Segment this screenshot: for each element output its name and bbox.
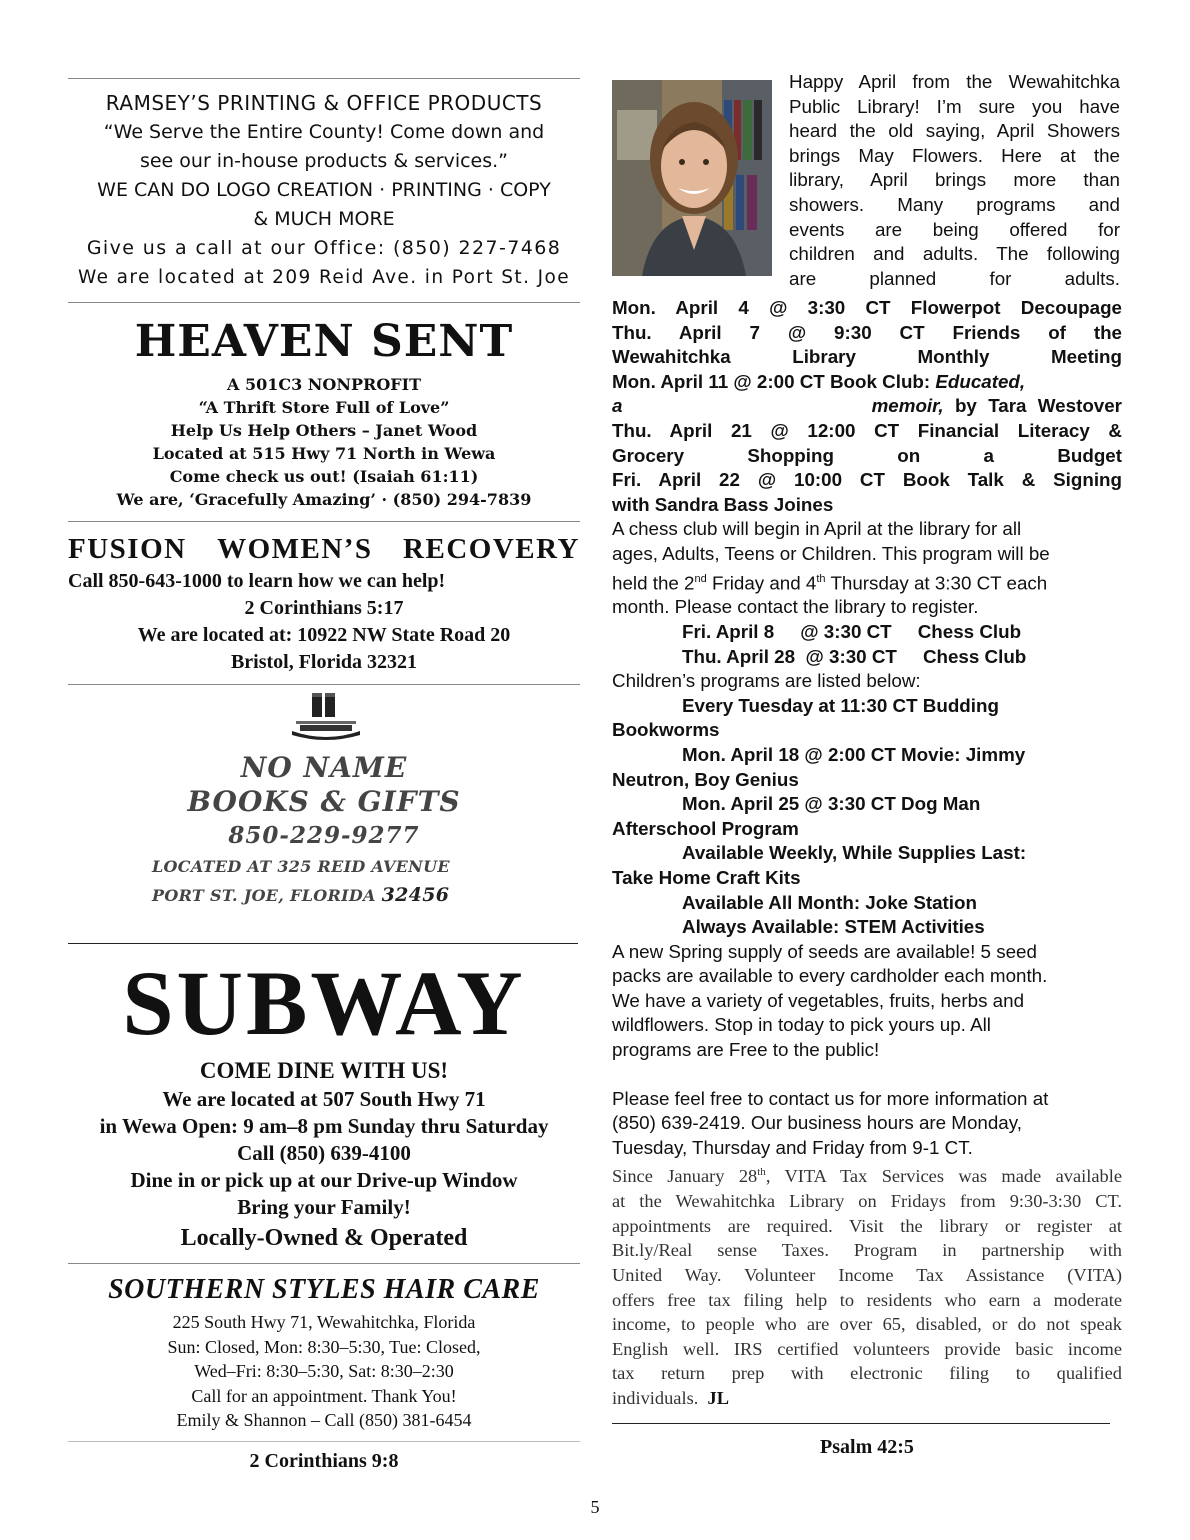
- vita-line: offers free tax filing help to residents who earn a moderate: [612, 1289, 1122, 1310]
- seeds-line: programs are Free to the public!: [612, 1039, 880, 1061]
- southern-styles-ad: [68, 1264, 580, 1433]
- chess-club: [612, 517, 1122, 669]
- contact-line: Tuesday, Thursday and Friday from 9-1 CT.: [612, 1136, 973, 1158]
- vita-line: English well. IRS certified volunteers provide basic income: [612, 1338, 1122, 1359]
- library-intro: [612, 70, 1122, 296]
- left-footer-verse: 2 Corinthians 9:8: [249, 1449, 399, 1472]
- seeds-line: wildflowers. Stop in today to pick yours up. All: [612, 1014, 991, 1036]
- intro-line: brings May Flowers. Here at the: [789, 144, 1120, 166]
- intro-line: showers. Many programs and: [789, 193, 1120, 215]
- chess-sup: nd: [694, 572, 707, 585]
- children-item-rest: Take Home Craft Kits: [612, 866, 801, 888]
- vita-line: [612, 1386, 1122, 1411]
- children-heading: Children’s programs are listed below:: [612, 670, 921, 692]
- ramsey-line: “We Serve the Entire County! Come down and: [103, 121, 545, 143]
- heaven-sent-ad: [68, 303, 580, 511]
- chess-text: Thursday at 3:30 CT each: [825, 571, 1048, 593]
- southern-line: Wed–Fri: 8:30–5:30, Sat: 8:30–2:30: [194, 1361, 454, 1382]
- ramsey-line: & MUCH MORE: [253, 208, 395, 230]
- vita-line: [612, 1160, 1122, 1189]
- fusion-line: 2 Corinthians 5:17: [244, 597, 404, 619]
- no-name-city: [152, 884, 449, 906]
- children-item-rest: Neutron, Boy Genius: [612, 768, 799, 790]
- seeds-line: We have a variety of vegetables, fruits, herbs and: [612, 989, 1025, 1011]
- ramsey-line: WE CAN DO LOGO CREATION · PRINTING · COPY: [97, 179, 551, 201]
- no-name-subtitle: BOOKS & GIFTS: [187, 785, 461, 818]
- adult-programs: [612, 296, 1122, 517]
- children-programs: [612, 669, 1122, 940]
- children-item-first: Available Weekly, While Supplies Last:: [682, 842, 1027, 864]
- fusion-title: [68, 530, 580, 568]
- ramsey-line: see our in-house products & services.”: [139, 150, 509, 172]
- children-item-first: Mon. April 18 @ 2:00 CT Movie: Jimmy: [682, 743, 1026, 765]
- vita-paragraph: [612, 1160, 1122, 1410]
- vita-sup: th: [757, 1166, 766, 1179]
- program-line: Fri. April 22 @ 10:00 CT Book Talk & Signing: [612, 469, 1122, 491]
- contact-paragraph: [612, 1087, 1122, 1161]
- seeds-line: A new Spring supply of seeds are available! 5 seed: [612, 940, 1037, 962]
- chess-line: [612, 567, 1122, 596]
- heaven-line: We are, ‘Gracefully Amazing’ · (850) 294-7839: [116, 490, 532, 509]
- heaven-line: A 501C3 NONPROFIT: [226, 375, 422, 394]
- intro-line: library, April brings more than: [789, 169, 1120, 191]
- subway-title: SUBWAY: [122, 952, 526, 1054]
- children-item-rest: Afterschool Program: [612, 817, 799, 839]
- books-icon: [286, 693, 366, 743]
- librarian-photo: [612, 80, 772, 276]
- book-club-text: Mon. April 11 @ 2:00 CT Book Club:: [612, 370, 936, 392]
- subway-ad: [68, 944, 580, 1255]
- children-item-first: Mon. April 25 @ 3:30 CT Dog Man: [682, 793, 981, 815]
- intro-line: children and adults. The following: [789, 243, 1120, 265]
- vita-line: Bit.ly/Real sense Taxes. Program in partnership with: [612, 1240, 1122, 1261]
- heaven-sent-title: HEAVEN SENT: [134, 316, 514, 367]
- no-name-books-ad: [68, 685, 580, 943]
- chess-line: ages, Adults, Teens or Children. This program will be: [612, 542, 1050, 564]
- intro-text: [789, 70, 1120, 291]
- contact-line: Please feel free to contact us for more information at: [612, 1087, 1049, 1109]
- book-club-line: [612, 370, 1122, 395]
- vita-line: United Way. Volunteer Income Tax Assistance (VITA): [612, 1264, 1122, 1285]
- right-footer-verse: Psalm 42:5: [820, 1435, 914, 1458]
- program-line: with Sandra Bass Joines: [612, 493, 834, 515]
- no-name-address: LOCATED AT 325 REID AVENUE: [152, 857, 450, 876]
- subway-tagline: Locally-Owned & Operated: [180, 1225, 468, 1251]
- vita-text: , VITA Tax Services was made available: [765, 1166, 1122, 1187]
- seeds-paragraph: [612, 940, 1122, 1063]
- ramsey-address: We are located at 209 Reid Ave. in Port St. Joe: [77, 267, 570, 288]
- vita-text: Since January 28: [612, 1166, 758, 1187]
- fusion-title-word: RECOVERY: [403, 533, 580, 565]
- program-line: Thu. April 7 @ 9:30 CT Friends of the: [612, 321, 1122, 343]
- intro-line: heard the old saying, April Showers: [789, 120, 1120, 142]
- subway-line: Dine in or pick up at our Drive-up Window: [130, 1168, 518, 1192]
- fusion-line: Bristol, Florida 32321: [230, 651, 418, 673]
- chess-event: Thu. April 28 @ 3:30 CT Chess Club: [682, 645, 1027, 667]
- chess-text: held the 2: [612, 571, 695, 593]
- vita-line: tax return prep with electronic filing to qualified: [612, 1363, 1122, 1384]
- heaven-line: Help Us Help Others – Janet Wood: [170, 421, 478, 440]
- intro-line: Happy April from the Wewahitchka: [789, 71, 1120, 92]
- contact-line: (850) 639-2419. Our business hours are Monday,: [612, 1112, 1022, 1134]
- southern-line: Sun: Closed, Mon: 8:30–5:30, Tue: Closed,: [167, 1336, 481, 1357]
- book-club-author: by Tara Westover: [943, 395, 1122, 417]
- vita-line: at the Wewahitchka Library on Fridays from 9:30-3:30 CT.: [612, 1191, 1122, 1212]
- chess-text: Friday and 4: [706, 571, 817, 593]
- author-signature: JL: [707, 1387, 730, 1408]
- heaven-line: “A Thrift Store Full of Love”: [198, 398, 450, 417]
- fusion-line: Call 850-643-1000 to learn how we can help!: [68, 570, 446, 592]
- heaven-line: Located at 515 Hwy 71 North in Wewa: [152, 444, 496, 463]
- program-line: Mon. April 4 @ 3:30 CT Flowerpot Decoupage: [612, 297, 1122, 318]
- vita-line: income, to people who are over 65, disabled, or do not speak: [612, 1314, 1122, 1335]
- children-item: Available All Month: Joke Station: [682, 891, 977, 913]
- book-club-title: Educated,: [935, 370, 1026, 392]
- seeds-line: packs are available to every cardholder each month.: [612, 965, 1048, 987]
- no-name-zip: 32456: [381, 884, 450, 906]
- no-name-phone: 850-229-9277: [228, 822, 420, 849]
- fusion-title-word: FUSION: [68, 533, 187, 565]
- program-line: Thu. April 21 @ 12:00 CT Financial Literacy &: [612, 419, 1122, 441]
- southern-styles-title: SOUTHERN STYLES HAIR CARE: [108, 1274, 540, 1305]
- subway-line: in Wewa Open: 9 am–8 pm Sunday thru Saturday: [99, 1114, 549, 1138]
- ramsey-title: RAMSEY’S PRINTING & OFFICE PRODUCTS: [105, 91, 543, 115]
- vita-text: individuals.: [612, 1387, 699, 1408]
- intro-line: Public Library! I’m sure you have: [789, 95, 1120, 117]
- chess-line: A chess club will begin in April at the library for all: [612, 518, 1022, 540]
- heaven-line: Come check us out! (Isaiah 61:11): [169, 467, 479, 486]
- library-article: [612, 70, 1122, 1459]
- fusion-ad: [68, 522, 580, 676]
- southern-line: 225 South Hwy 71, Wewahitchka, Florida: [172, 1312, 476, 1332]
- book-club-title-a: a: [612, 395, 623, 417]
- left-column: [68, 78, 580, 1473]
- no-name-title: NO NAME: [240, 751, 408, 784]
- intro-line: are planned for adults.: [789, 267, 1120, 289]
- ramsey-ad: [68, 79, 580, 292]
- fusion-line: We are located at: 10922 NW State Road 20: [137, 624, 511, 646]
- chess-event: Fri. April 8 @ 3:30 CT Chess Club: [682, 620, 1022, 642]
- program-line: Grocery Shopping on a Budget: [612, 444, 1122, 466]
- subway-line: We are located at 507 South Hwy 71: [162, 1087, 486, 1111]
- children-item-rest: Bookworms: [612, 719, 720, 741]
- subway-line: COME DINE WITH US!: [199, 1058, 449, 1083]
- program-line: Wewahitchka Library Monthly Meeting: [612, 346, 1122, 368]
- page-number: 5: [590, 1497, 600, 1517]
- children-item: Always Available: STEM Activities: [682, 916, 985, 938]
- no-name-city-text: PORT ST. JOE, FLORIDA: [152, 886, 376, 905]
- subway-line: Bring your Family!: [237, 1195, 411, 1219]
- chess-line: month. Please contact the library to register.: [612, 596, 979, 618]
- vita-line: appointments are required. Visit the library or register at: [612, 1215, 1122, 1236]
- intro-line: events are being offered for: [789, 218, 1120, 240]
- book-club-title-b: memoir,: [871, 395, 944, 417]
- southern-line: Emily & Shannon – Call (850) 381-6454: [176, 1410, 472, 1431]
- subway-line: Call (850) 639-4100: [237, 1141, 411, 1165]
- chess-sup: th: [816, 572, 826, 585]
- southern-line: Call for an appointment. Thank You!: [191, 1385, 457, 1406]
- book-club-line: [612, 394, 1122, 419]
- children-item-first: Every Tuesday at 11:30 CT Budding: [682, 694, 999, 716]
- fusion-title-word: WOMEN’S: [217, 533, 373, 565]
- ramsey-phone: Give us a call at our Office: (850) 227-7468: [86, 237, 562, 259]
